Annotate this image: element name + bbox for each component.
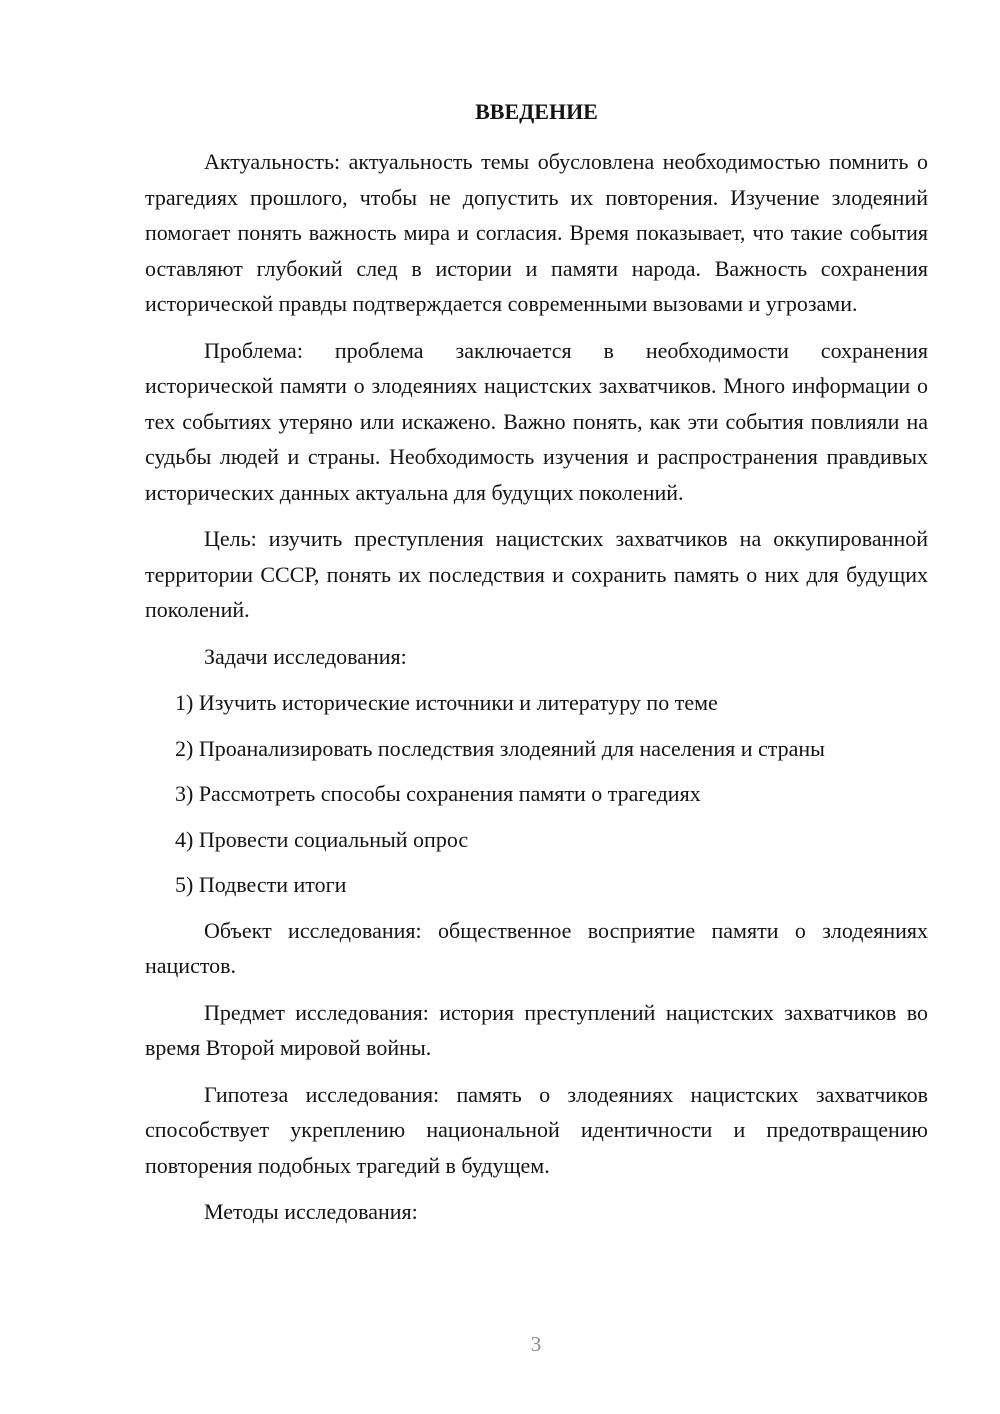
tasks-list <box>145 685 928 903</box>
tasks-label: Задачи исследования: <box>204 643 407 669</box>
relevance-paragraph: Актуальность: актуальность темы обусловлена необходимостью помнить о трагедиях прошлого, чтобы не допустить их повторения. Изучение злодеяний помогает понять важность мира и согласия. Время показывает, что такие события оставляют глубокий след в истории и памяти народа. Важность сохранения исторической правды подтверждается современными вызовами и угрозами. <box>145 149 928 316</box>
page-body <box>145 94 928 1241</box>
task-item-2: 2) Проанализировать последствия злодеяний для населения и страны <box>175 735 825 761</box>
methods-paragraph: Методы исследования: <box>204 1199 418 1224</box>
task-item-5: 5) Подвести итоги <box>175 872 347 897</box>
subject-paragraph: Предмет исследования: история преступлений нацистских захватчиков во время Второй мировой войны. <box>145 999 928 1060</box>
hypothesis-paragraph: Гипотеза исследования: память о злодеяниях нацистских захватчиков способствует укреплению национальной идентичности и предотвращению повторения подобных трагедий в будущем. <box>145 1081 928 1178</box>
page-number: 3 <box>530 1332 542 1356</box>
task-item-3: 3) Рассмотреть способы сохранения памяти о трагедиях <box>175 781 701 806</box>
problem-paragraph: Проблема: проблема заключается в необходимости сохранения исторической памяти о злодеяниях нацистских захватчиков. Много информации о тех событиях утеряно или искажено. Важно понять, как эти события повлияли на судьбы людей и страны. Необходимость изучения и распространения правдивых исторических данных актуальна для будущих поколений. <box>145 337 928 505</box>
task-item-1: 1) Изучить исторические источники и литературу по теме <box>175 690 718 715</box>
section-heading: ВВЕДЕНИЕ <box>475 99 598 124</box>
task-item-4: 4) Провести социальный опрос <box>175 826 469 852</box>
goal-paragraph: Цель: изучить преступления нацистских захватчиков на оккупированной территории СССР, понять их последствия и сохранить память о них для будущих поколений. <box>145 526 928 622</box>
object-paragraph: Объект исследования: общественное восприятие памяти о злодеяниях нацистов. <box>145 917 928 978</box>
